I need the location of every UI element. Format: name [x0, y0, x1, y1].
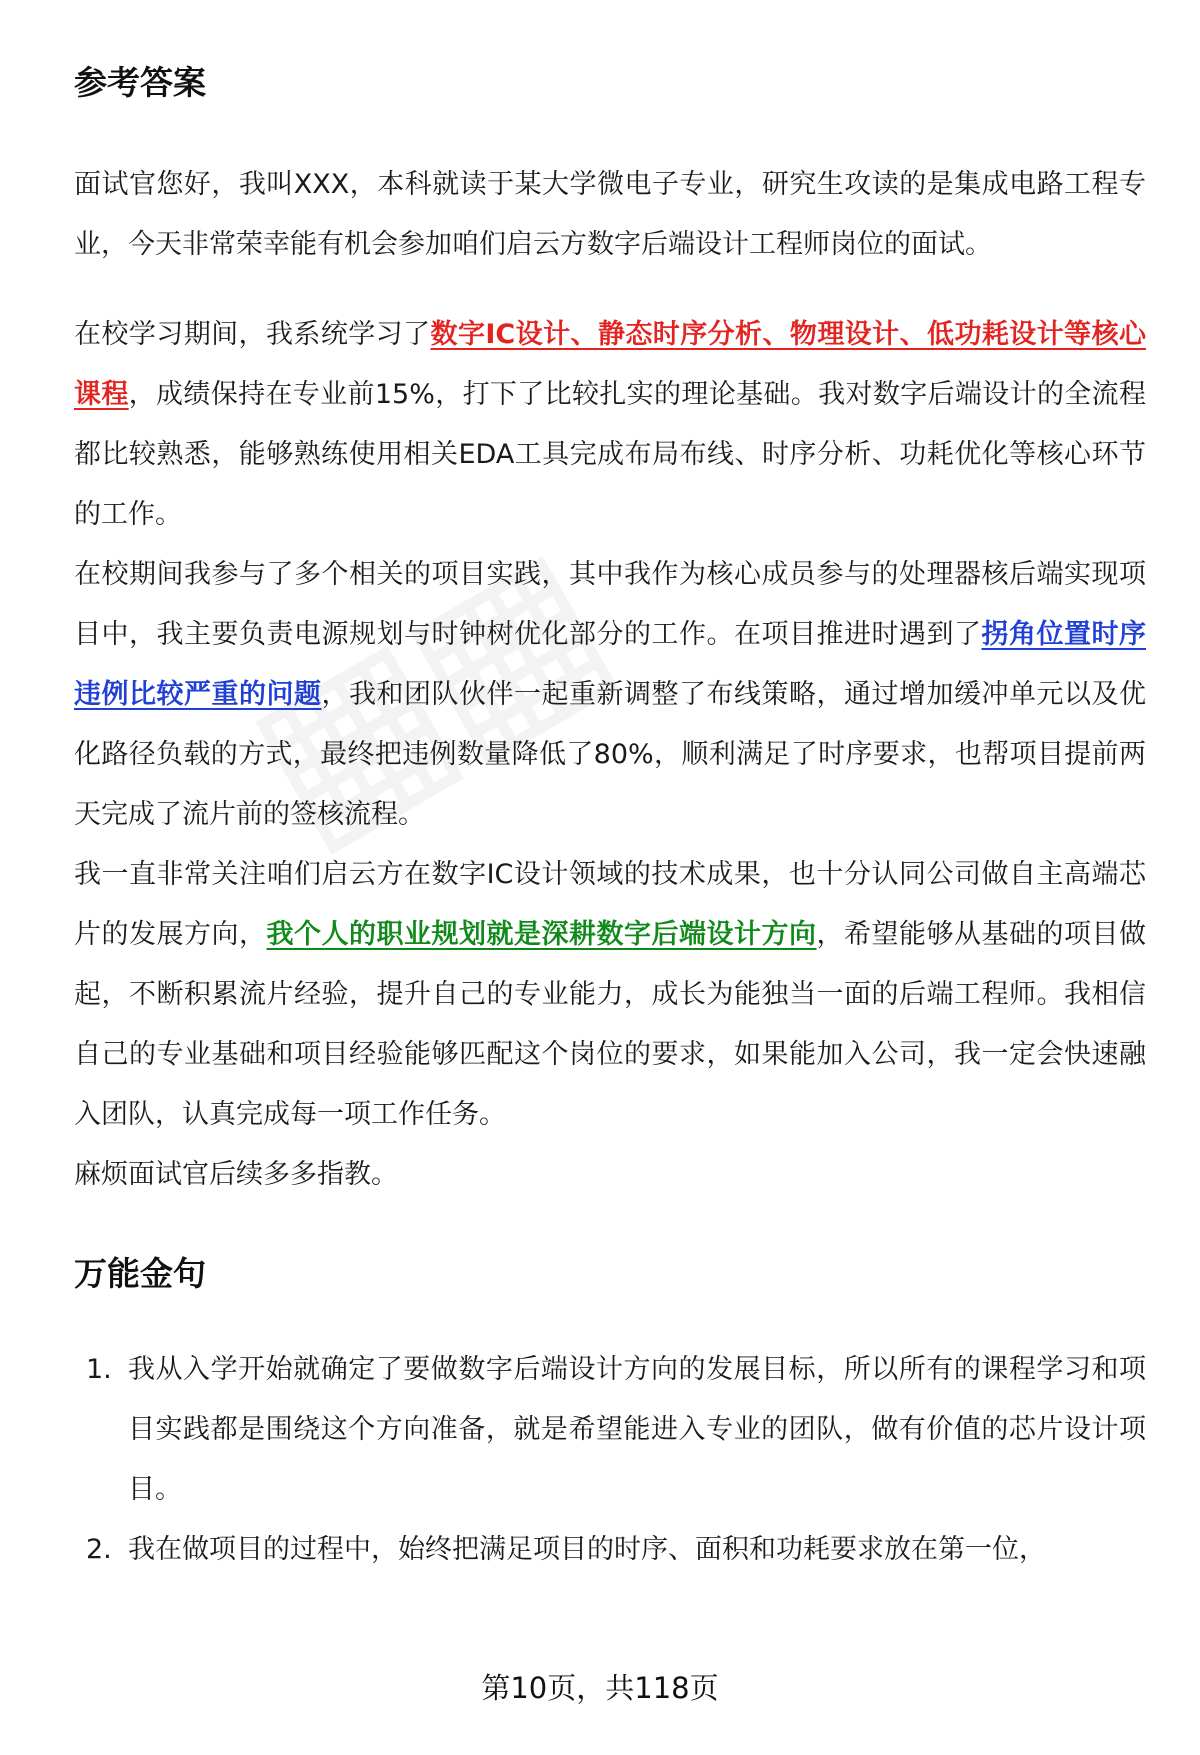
project-text-pre: 在校期间我参与了多个相关的项目实践，其中我作为核心成员参与的处理器核后端实现项目中，我主要负责电源规划与时钟树优化部分的工作。在项目推进时遇到了: [74, 558, 1146, 650]
page-number-footer: 第10页，共118页: [481, 1671, 719, 1705]
career-highlight: 我个人的职业规划就是深耕数字后端设计方向: [266, 918, 817, 950]
golden-sentence-list: [74, 1340, 1146, 1580]
study-text-pre: 在校学习期间，我系统学习了: [74, 318, 431, 350]
study-highlight: 数字IC设计、静态时序分析、物理设计、低功耗设计等核心课程: [74, 318, 1146, 410]
list-item: [74, 1520, 1146, 1580]
career-text-post: ，希望能够从基础的项目做起，不断积累流片经验，提升自己的专业能力，成长为能独当一面的后端工程师。我相信自己的专业基础和项目经验能够匹配这个岗位的要求，如果能加入公司，我一定会快速融入团队，认真完成每一项工作任务。: [74, 918, 1146, 1130]
list-item-number: 2.: [86, 1533, 112, 1565]
section-heading-answer: 参考答案: [74, 63, 206, 102]
list-item-text: 我在做项目的过程中，始终把满足项目的时序、面积和功耗要求放在第一位，: [128, 1533, 1046, 1565]
study-text-post: ，成绩保持在专业前15%，打下了比较扎实的理论基础。我对数字后端设计的全流程都比较熟悉，能够熟练使用相关EDA工具完成布局布线、时序分析、功耗优化等核心环节的工作。: [74, 378, 1146, 530]
project-highlight: 拐角位置时序违例比较严重的问题: [74, 618, 1146, 710]
list-item-number: 1.: [86, 1353, 112, 1385]
project-text-post: ，我和团队伙伴一起重新调整了布线策略，通过增加缓冲单元以及优化路径负载的方式，最终把违例数量降低了80%，顺利满足了时序要求，也帮项目提前两天完成了流片前的签核流程。: [74, 678, 1146, 830]
career-text-pre: 我一直非常关注咱们启云方在数字IC设计领域的技术成果，也十分认同公司做自主高端芯片的发展方向，: [74, 858, 1146, 950]
intro-paragraph: 面试官您好，我叫XXX，本科就读于某大学微电子专业，研究生攻读的是集成电路工程专业，今天非常荣幸能有机会参加咱们启云方数字后端设计工程师岗位的面试。: [74, 168, 1146, 260]
document-page: [74, 62, 1146, 1580]
career-paragraph: [74, 845, 1146, 1145]
section-heading-golden: 万能金句: [74, 1253, 206, 1293]
closing-paragraph: 麻烦面试官后续多多指教。: [74, 1158, 398, 1190]
study-paragraph: [74, 305, 1146, 545]
project-paragraph: [74, 545, 1146, 845]
list-item-text: 我从入学开始就确定了要做数字后端设计方向的发展目标，所以所有的课程学习和项目实践都是围绕这个方向准备，就是希望能进入专业的团队，做有价值的芯片设计项目。: [128, 1353, 1146, 1505]
list-item: [74, 1340, 1146, 1520]
